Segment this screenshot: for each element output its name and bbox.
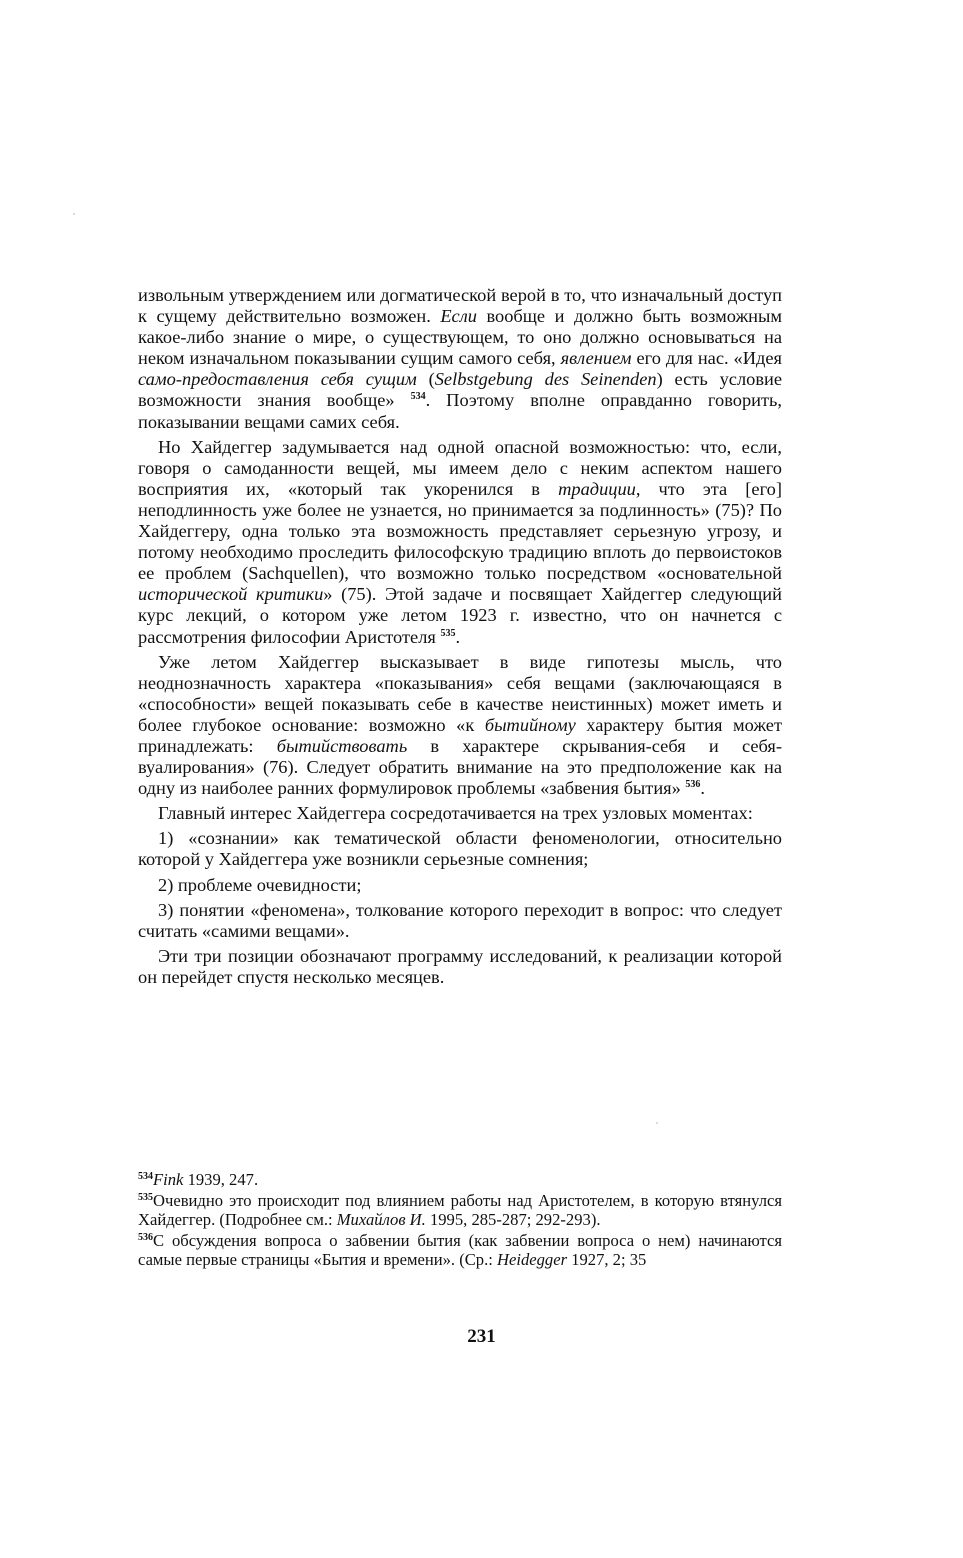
scan-speck	[656, 1122, 658, 1124]
text-run: , что эта [его] неподлинность уже более не узнается, но принимается за подлинность» (75)? По Хайдеггеру, одна только эта возможность представляет серьезную угрозу, и потому необходимо проследить философскую традицию вплоть до первоистоков ее проблем (Sachquellen), что возможно только посредством «основательной	[138, 478, 783, 584]
text-run: в характере скрывания-себя и себя-вуалирования» (76). Следует обратить внимание на это предположение как на одну из наиболее ранних формулировок проблемы «забвения бытия»	[138, 735, 782, 799]
text-run: характеру бытия может принадлежать:	[138, 714, 782, 756]
italic-text: бытийному	[484, 714, 576, 735]
paragraph	[138, 652, 782, 800]
footnote-text: Очевидно это происходит под влиянием работы над Аристотелем, в которую втянулся Хайдеггер. (Подробнее см.:	[138, 1190, 782, 1229]
footnote-ref-535: 535	[440, 627, 456, 639]
footnote-534	[138, 1170, 782, 1190]
paragraph: Главный интерес Хайдеггера сосредотачивается на трех узловых моментах:	[158, 803, 753, 824]
list-item: 3) понятии «феномена», толкование которого переходит в вопрос: что следует считать «самими вещами».	[138, 899, 782, 941]
footnote-535	[138, 1191, 782, 1230]
text-run: Уже летом Хайдеггер высказывает в виде гипотезы мысль, что неоднозначность характера «показывания» себя вещами (заключающаяся в «способности» вещей показывать себе в качестве неистинных) может иметь и более глубокое основание: возможно «к	[138, 651, 782, 735]
footnote-ref-536: 536	[685, 779, 701, 791]
list-item: 2) проблеме очевидности;	[158, 874, 362, 895]
text-run: извольным утверждением или догматической верой в то, что изначальный доступ к сущему действительно возможен.	[138, 285, 782, 327]
page-number: 231	[467, 1326, 496, 1347]
footnote-ref-534: 534	[410, 391, 426, 403]
footnote-text: 1995, 285-287; 292-293).	[425, 1210, 601, 1229]
text-run: ) есть условие возможности знания вообще»	[138, 369, 783, 411]
footnote-text: 1927, 2; 35	[567, 1250, 647, 1269]
footnotes	[138, 1170, 782, 1271]
italic-text: традиции	[558, 478, 636, 499]
text-run: (	[416, 369, 435, 390]
paragraph: Эти три позиции обозначают программу исследований, к реализации которой он перейдет спустя несколько месяцев.	[138, 945, 782, 987]
italic-text: само-предоставления себя сущим	[138, 369, 417, 390]
italic-text: Selbstgebung des Seinenden	[434, 369, 657, 390]
footnote-536	[138, 1231, 782, 1270]
footnote-text: 1939, 247.	[183, 1170, 259, 1189]
italic-text: исторической критики	[138, 584, 324, 605]
italic-text: явлением	[560, 348, 632, 369]
text-run: его для нас. «Идея	[631, 348, 783, 369]
text-run: вообще и должно быть возможным какое-либо знание о мире, о существующем, то оно должно основываться на неком изначальном показывании сущим самого себя,	[138, 306, 782, 369]
footnote-number: 536	[138, 1231, 153, 1243]
list-item: 1) «сознании» как тематической области феноменологии, относительно которой у Хайдеггера уже возникли серьезные сомнения;	[138, 828, 782, 870]
footnote-author: Fink	[153, 1170, 184, 1189]
footnote-number: 535	[138, 1191, 153, 1203]
main-text	[138, 285, 782, 992]
paragraph	[138, 437, 782, 648]
text-run: .	[455, 626, 461, 647]
footnote-number: 534	[138, 1171, 153, 1182]
text-run: » (75). Этой задаче и посвящает Хайдеггер следующий курс лекций, о котором уже летом 1923 г. известно, что он начнется с рассмотрения философии Аристотеля	[138, 584, 782, 647]
footnote-author: Heidegger	[497, 1250, 568, 1269]
italic-text: Если	[440, 306, 477, 327]
text-run: .	[700, 778, 706, 799]
scan-speck	[73, 213, 75, 215]
italic-text: бытийствовать	[276, 735, 408, 756]
text-run: . Поэтому вполне оправданно говорить, показывании вещами самих себя.	[138, 390, 783, 432]
footnote-text: С обсуждения вопроса о забвении бытия (как забвении вопроса о нем) начинаются самые первые страницы «Бытия и времени». (Ср.:	[138, 1230, 782, 1269]
text-run: Но Хайдеггер задумывается над одной опасной возможностью: что, если, говоря о самоданности вещей, мы имеем дело с неким аспектом нашего восприятия их, «который так укоренился в	[138, 436, 782, 499]
footnote-author: Михайлов И.	[336, 1210, 426, 1229]
paragraph	[138, 285, 782, 433]
